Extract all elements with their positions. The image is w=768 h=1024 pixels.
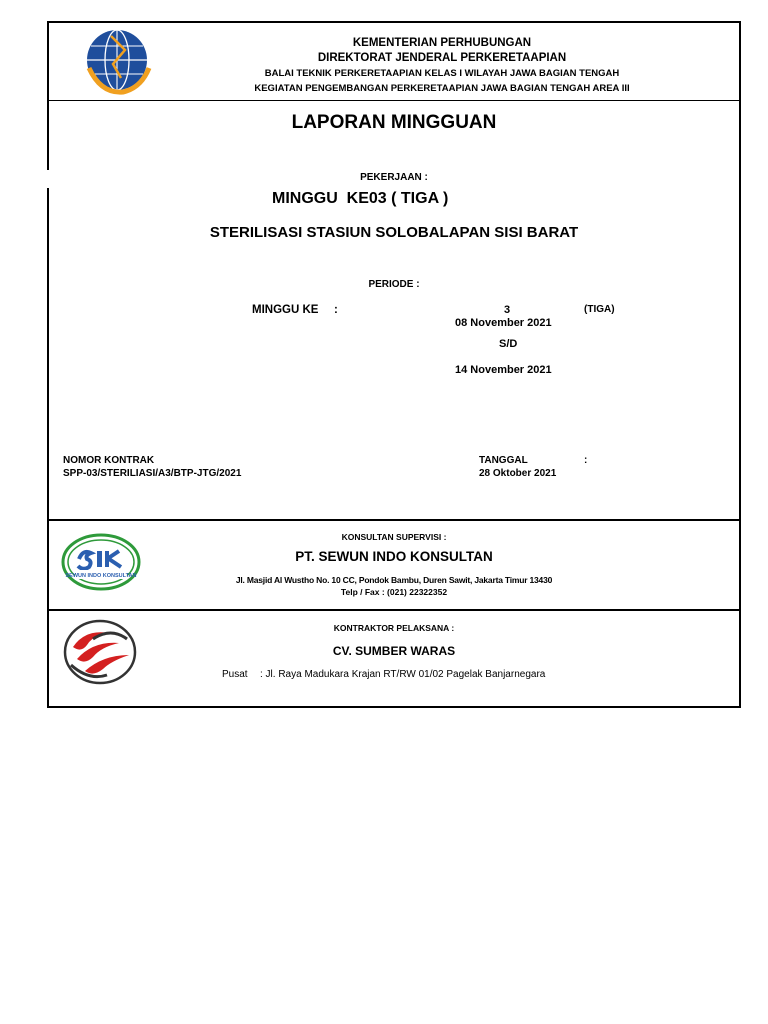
border-bottom: [47, 706, 741, 708]
project-name: STERILISASI STASIUN SOLOBALAPAN SISI BARAT: [209, 224, 579, 241]
minggu-ke-colon: :: [334, 304, 338, 316]
divider-consultant: [47, 519, 741, 521]
tanggal-value: 28 Oktober 2021: [479, 468, 557, 479]
header-kegiatan: KEGIATAN PENGEMBANGAN PERKERETAAPIAN JAWA BAGIAN TENGAH AREA III: [254, 83, 630, 94]
border-top: [47, 21, 741, 23]
consultant-logo-text: SEWUN INDO KONSULTAN: [65, 573, 137, 579]
tanggal-colon: :: [584, 455, 588, 466]
consultant-label: KONSULTAN SUPERVISI :: [341, 532, 447, 542]
week-title-prefix: MINGGU KE: [272, 190, 369, 207]
header-ministry: KEMENTERIAN PERHUBUNGAN: [352, 37, 532, 49]
date-start: 08 November 2021: [455, 317, 552, 329]
date-sd: S/D: [499, 338, 518, 350]
pekerjaan-label: PEKERJAAN :: [360, 172, 428, 183]
contractor-name: CV. SUMBER WARAS: [332, 644, 456, 658]
consultant-name: PT. SEWUN INDO KONSULTAN: [295, 549, 493, 564]
contractor-pusat-label: Pusat: [222, 669, 248, 680]
nomor-kontrak-label: NOMOR KONTRAK: [63, 455, 155, 466]
divider-header: [47, 100, 741, 101]
consultant-address: Jl. Masjid Al Wustho No. 10 CC, Pondok Bambu, Duren Sawit, Jakarta Timur 13430: [235, 575, 553, 585]
border-left-upper: [47, 21, 49, 170]
contractor-label: KONTRAKTOR PELAKSANA :: [333, 623, 455, 633]
date-end: 14 November 2021: [455, 364, 552, 376]
nomor-kontrak-value: SPP-03/STERILIASI/A3/BTP-JTG/2021: [63, 468, 242, 479]
minggu-ke-words: (TIGA): [584, 304, 615, 315]
header-directorate: DIREKTORAT JENDERAL PERKERETAAPIAN: [317, 52, 567, 64]
minggu-ke-label: MINGGU KE: [252, 304, 319, 316]
consultant-phone: Telp / Fax : (021) 22322352: [340, 587, 448, 597]
week-title-suffix: 03 ( TIGA ): [368, 190, 449, 207]
header-balai: BALAI TEKNIK PERKERETAAPIAN KELAS I WILAYAH JAWA BAGIAN TENGAH: [264, 68, 620, 79]
week-title: [272, 190, 448, 208]
divider-contractor: [47, 609, 741, 611]
contractor-pusat-address: : Jl. Raya Madukara Krajan RT/RW 01/02 Pagelak Banjarnegara: [260, 669, 546, 680]
minggu-ke-value: 3: [504, 304, 511, 316]
tanggal-label: TANGGAL: [479, 455, 528, 466]
report-title: LAPORAN MINGGUAN: [291, 112, 497, 133]
periode-label: PERIODE :: [368, 279, 420, 290]
